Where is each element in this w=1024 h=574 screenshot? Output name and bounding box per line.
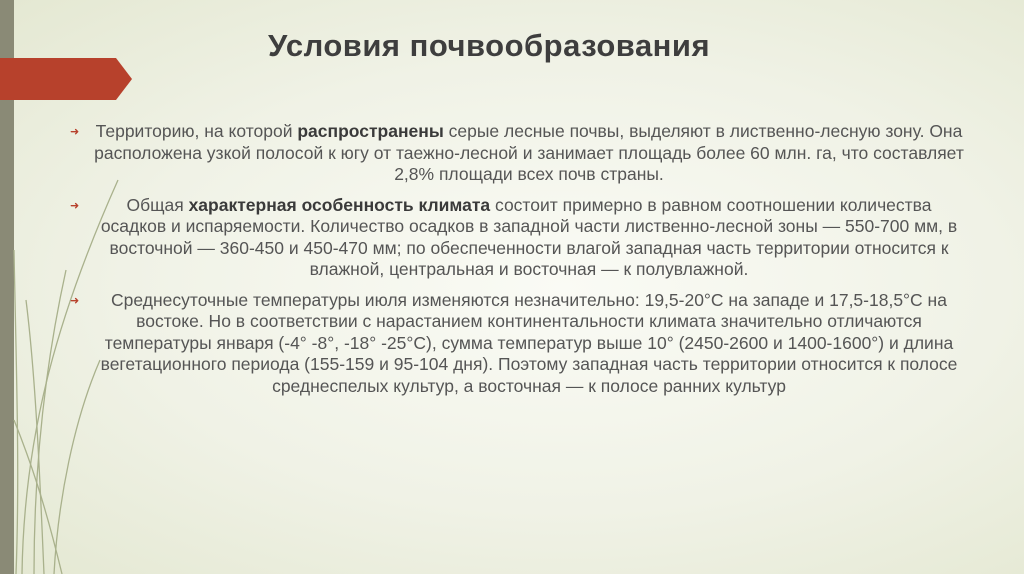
bullet-text xyxy=(101,290,958,396)
slide-content xyxy=(70,121,970,406)
bullet-item xyxy=(70,121,970,186)
title-accent-arrow xyxy=(0,58,134,100)
bullet-text-plain: Среднесуточные температуры июля изменяются незначительно: 19,5-20°С на западе и 17,5-18,5°С на востоке. Но в соответствии с нарастанием континентальности климата значительно отличаются температуры января (-4° -8°, -18° -25°С), сумма температур выше 10° (2450-2600 и 1400-1600°) и длина вегетационного периода (155-159 и 95-104 дня). Поэтому западная часть территории относится к полосе среднеспелых культур, а восточная — к полосе ранних культур xyxy=(100,289,958,396)
bullet-text-plain: состоит примерно в равном соотношении количества осадков и испаряемости. Количество осадков в западной части лиственно-лесной зоны — 550-700 мм, в восточной — 360-450 и 450-470 мм; по обеспеченности влагой западная часть территории относится к влажной, центральная и восточная — к полувлажной. xyxy=(100,194,958,279)
arrow-bullet-icon: ➜ xyxy=(70,126,80,138)
bullet-text-emphasis: характерная особенность климата xyxy=(188,194,491,215)
bullet-item xyxy=(70,195,970,281)
bullet-text-plain: Общая xyxy=(126,194,189,215)
accent-arrow-shape xyxy=(0,58,132,100)
slide-title: Условия почвообразования xyxy=(268,28,711,63)
bullet-item xyxy=(70,290,970,398)
bullet-text xyxy=(94,121,964,184)
bullet-text xyxy=(101,195,957,280)
bullet-text-plain: серые лесные почвы, выделяют в лиственно-лесную зону. Она расположена узкой полосой к югу от таежно-лесной и занимает площадь более 60 млн. га, что составляет 2,8% площади всех почв страны. xyxy=(94,121,964,184)
arrow-bullet-icon: ➜ xyxy=(70,199,80,212)
bullet-text-emphasis: распространены xyxy=(297,121,444,141)
bullet-text-plain: Территорию, на которой xyxy=(95,121,298,141)
arrow-bullet-icon: ➜ xyxy=(70,294,80,307)
